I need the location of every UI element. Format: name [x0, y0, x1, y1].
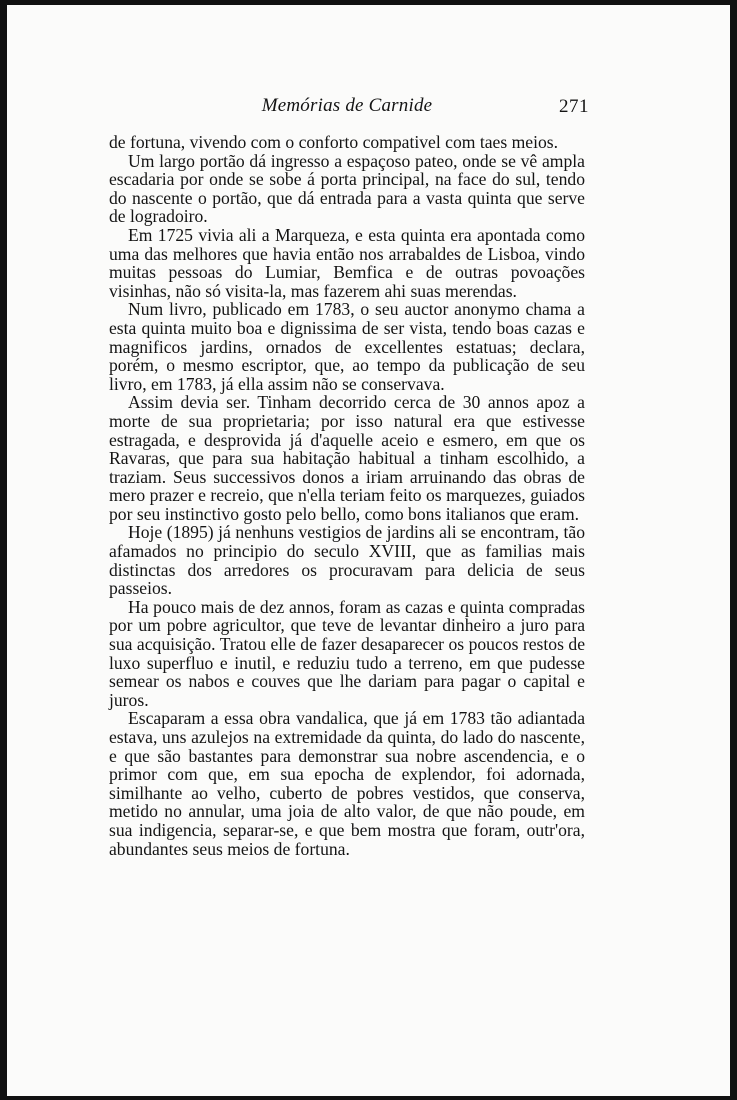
page-header: [109, 93, 589, 133]
paragraph: Num livro, publicado em 1783, o seu auctor anonymo chama a esta quinta muito boa e dignissima de ser vista, tendo boas cazas e magnificos jardins, ornados de excellentes estatuas; declara, porém, o mesmo escriptor, que, ao tempo da publicação de seu livro, em 1783, já ella assim não se conservava.: [109, 299, 585, 394]
book-page: [109, 93, 589, 859]
paragraph: Ha pouco mais de dez annos, foram as cazas e quinta compradas por um pobre agricultor, que teve de levantar dinheiro a juro para sua acquisição. Tratou elle de fazer desaparecer os poucos restos de luxo superfluo e inutil, e reduziu tudo a terreno, em que pudesse semear os nabos e couves que lhe dariam para pagar o capital e juros.: [109, 596, 585, 710]
paragraph: Escaparam a essa obra vandalica, que já em 1783 tão adiantada estava, uns azulejos na extremidade da quinta, do lado do nascente, e que são bastantes para demonstrar sua nobre ascendencia, e o primor com que, em sua epocha de explendor, foi adornada, similhante ao velho, cuberto de pobres vestidos, que conserva, metido no annular, uma joia de alto valor, de que não poude, em sua indigencia, separar-se, e que bem mostra que foram, outr'ora, abundantes seus meios de fortuna.: [109, 708, 585, 859]
paragraph: Em 1725 vivia ali a Marqueza, e esta quinta era apontada como uma das melhores que havia então nos arrabaldes de Lisboa, vindo muitas pessoas do Lumiar, Bemfica e de outras povoações visinhas, não só visita-la, mas fazerem ahi suas merendas.: [109, 224, 585, 301]
running-title: Memórias de Carnide: [261, 95, 433, 116]
paragraph: de fortuna, vivendo com o conforto compativel com taes meios.: [109, 132, 559, 152]
paragraph: Hoje (1895) já nenhuns vestigios de jardins ali se encontram, tão afamados no principio do seculo XVIII, que as familias mais distinctas dos arredores os procuravam para delicia de seus passeios.: [109, 522, 585, 599]
paragraph: Um largo portão dá ingresso a espaçoso pateo, onde se vê ampla escadaria por onde se sobe á porta principal, na face do sul, tendo do nascente o portão, que dá entrada para a vasta quinta que serve de logradoiro.: [109, 150, 585, 227]
paragraph: Assim devia ser. Tinham decorrido cerca de 30 annos apoz a morte de sua proprietaria; por isso natural era que estivesse estragada, e desprovida já d'aquelle aceio e esmero, em que os Ravaras, que para sua habitação habitual a tinham escolhido, a traziam. Seus successivos donos a iriam arruinando das obras de mero prazer e recreio, que n'ella teriam feito os marquezes, guiados por seu instinctivo gosto pelo bello, como bons italianos que eram.: [109, 392, 585, 524]
page-number: 271: [559, 96, 589, 117]
body-text: [109, 133, 585, 858]
